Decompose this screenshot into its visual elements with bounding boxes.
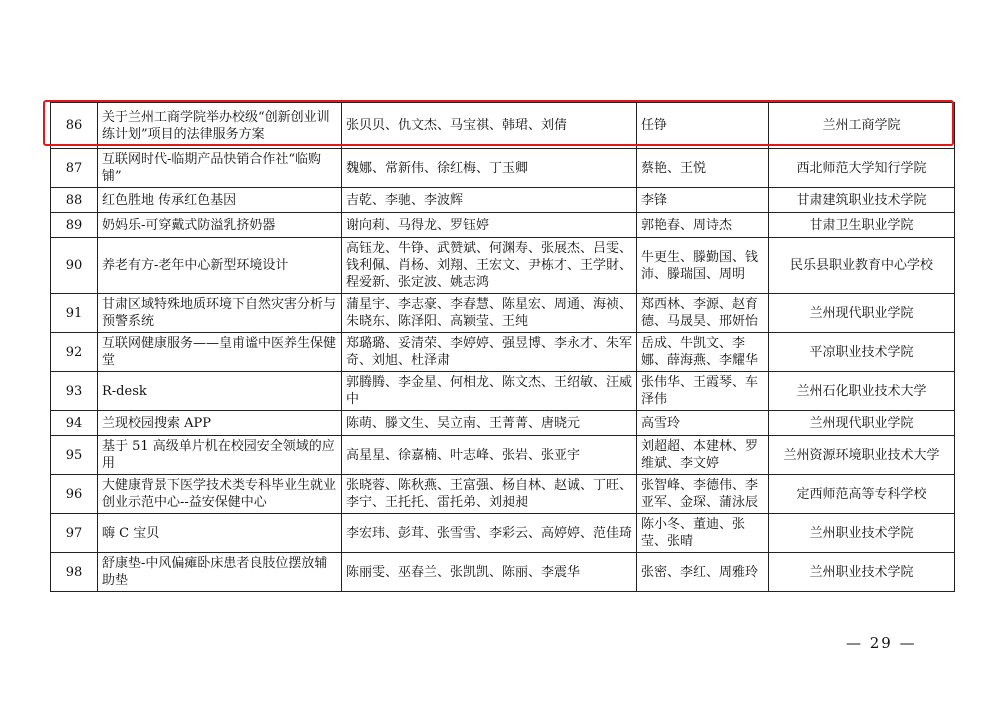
project-name-cell: R-desk [98, 372, 342, 411]
members-cell: 郭腾腾、李金星、何相龙、陈文杰、王绍敏、汪威中 [342, 372, 637, 411]
project-name-cell: 互联网健康服务——皇甫谧中医养生保健堂 [98, 333, 342, 372]
advisors-cell: 高雪玲 [637, 411, 769, 436]
table-row [51, 103, 955, 149]
advisors-cell: 张密、李红、周雅玲 [637, 553, 769, 592]
row-number-cell: 97 [51, 514, 98, 553]
members-cell: 陈萌、滕文生、吴立南、王菁菁、唐晓元 [342, 411, 637, 436]
table-row [51, 238, 955, 294]
row-number-cell: 95 [51, 436, 98, 475]
members-cell: 张贝贝、仇文杰、马宝祺、韩珺、刘倩 [342, 103, 637, 149]
table-row [51, 294, 955, 333]
school-cell: 平凉职业技术学院 [769, 333, 955, 372]
school-cell: 兰州职业技术学院 [769, 553, 955, 592]
advisors-cell: 岳成、牛凯文、李娜、薛海燕、李耀华 [637, 333, 769, 372]
project-name-cell: 养老有方-老年中心新型环境设计 [98, 238, 342, 294]
members-cell: 谢向莉、马得龙、罗钰婷 [342, 213, 637, 238]
members-cell: 郑璐璐、妥清荣、李婷婷、强昱博、李永才、朱军奇、刘旭、杜泽肃 [342, 333, 637, 372]
advisors-cell: 任铮 [637, 103, 769, 149]
project-name-cell: 舒康垫-中风偏瘫卧床患者良肢位摆放辅助垫 [98, 553, 342, 592]
row-number-cell: 86 [51, 103, 98, 149]
row-number-cell: 93 [51, 372, 98, 411]
row-number-cell: 91 [51, 294, 98, 333]
school-cell: 兰州现代职业学院 [769, 411, 955, 436]
awards-table [50, 102, 955, 592]
school-cell: 兰州石化职业技术大学 [769, 372, 955, 411]
advisors-cell: 张伟华、王霞琴、车泽伟 [637, 372, 769, 411]
table-row [51, 188, 955, 213]
advisors-cell: 李锋 [637, 188, 769, 213]
school-cell: 兰州资源环境职业技术大学 [769, 436, 955, 475]
row-number-cell: 87 [51, 149, 98, 188]
school-cell: 民乐县职业教育中心学校 [769, 238, 955, 294]
row-number-cell: 90 [51, 238, 98, 294]
project-name-cell: 奶妈乐-可穿戴式防溢乳挤奶器 [98, 213, 342, 238]
school-cell: 兰州工商学院 [769, 103, 955, 149]
school-cell: 兰州职业技术学院 [769, 514, 955, 553]
row-number-cell: 89 [51, 213, 98, 238]
advisors-cell: 陈小冬、董迪、张莹、张晴 [637, 514, 769, 553]
table-row [51, 553, 955, 592]
members-cell: 李宏玮、彭茸、张雪雪、李彩云、高婷婷、范佳琦 [342, 514, 637, 553]
project-name-cell: 红色胜地 传承红色基因 [98, 188, 342, 213]
table-row [51, 372, 955, 411]
table-body [51, 103, 955, 592]
table-row [51, 514, 955, 553]
project-name-cell: 甘肃区域特殊地质环境下自然灾害分析与预警系统 [98, 294, 342, 333]
row-number-cell: 96 [51, 475, 98, 514]
project-name-cell: 兰现校园搜索 APP [98, 411, 342, 436]
row-number-cell: 88 [51, 188, 98, 213]
project-name-cell: 基于 51 高级单片机在校园安全领域的应用 [98, 436, 342, 475]
advisors-cell: 郑西林、李源、赵育德、马晟昊、邢妍怡 [637, 294, 769, 333]
row-number-cell: 98 [51, 553, 98, 592]
advisors-cell: 牛更生、滕勤国、钱沛、滕瑞国、周明 [637, 238, 769, 294]
advisors-cell: 刘超超、本建林、罗维斌、李文婷 [637, 436, 769, 475]
project-name-cell: 关于兰州工商学院举办校级“创新创业训练计划”项目的法律服务方案 [98, 103, 342, 149]
page-number: — 29 — [846, 634, 917, 652]
members-cell: 蒲星宇、李志豪、李春慧、陈星宏、周通、海祯、朱晓东、陈泽阳、高颖莹、王纯 [342, 294, 637, 333]
school-cell: 兰州现代职业学院 [769, 294, 955, 333]
project-name-cell: 嗨 C 宝贝 [98, 514, 342, 553]
table-row [51, 149, 955, 188]
advisors-cell: 蔡艳、王悦 [637, 149, 769, 188]
school-cell: 西北师范大学知行学院 [769, 149, 955, 188]
school-cell: 定西师范高等专科学校 [769, 475, 955, 514]
row-number-cell: 94 [51, 411, 98, 436]
school-cell: 甘肃卫生职业学院 [769, 213, 955, 238]
members-cell: 高钰龙、牛铮、武赞斌、何渊寿、张展杰、吕雯、钱利佩、肖杨、刘翔、王宏文、尹栋才、王学財、程爱新、张定波、姚志鸿 [342, 238, 637, 294]
members-cell: 吉乾、李驰、李波辉 [342, 188, 637, 213]
table-row [51, 475, 955, 514]
members-cell: 张晓蓉、陈秋燕、王富强、杨自林、赵诚、丁旺、李宁、王托托、雷托弟、刘昶昶 [342, 475, 637, 514]
table-row [51, 333, 955, 372]
table-row [51, 411, 955, 436]
row-number-cell: 92 [51, 333, 98, 372]
members-cell: 陈丽雯、巫春兰、张凯凯、陈丽、李震华 [342, 553, 637, 592]
project-name-cell: 大健康背景下医学技术类专科毕业生就业创业示范中心--益安保健中心 [98, 475, 342, 514]
project-name-cell: 互联网时代-临期产品快销合作社“临购铺” [98, 149, 342, 188]
advisors-cell: 郭艳春、周诗杰 [637, 213, 769, 238]
table-row [51, 213, 955, 238]
advisors-cell: 张智峰、李德伟、李亚军、金琛、蒲泳辰 [637, 475, 769, 514]
table-row [51, 436, 955, 475]
school-cell: 甘肃建筑职业技术学院 [769, 188, 955, 213]
members-cell: 魏娜、常新伟、徐红梅、丁玉卿 [342, 149, 637, 188]
members-cell: 高星星、徐嘉楠、叶志峰、张岩、张亚宇 [342, 436, 637, 475]
